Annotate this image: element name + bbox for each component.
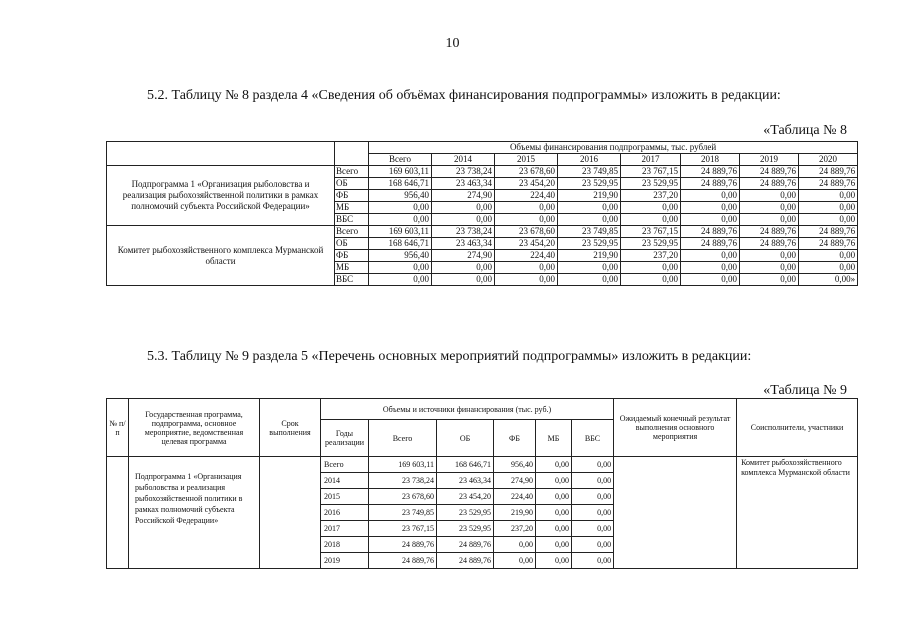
table-8-cell: 24 889,76 bbox=[740, 178, 799, 190]
table-9-cell-mb: 0,00 bbox=[536, 537, 572, 553]
table-9-header-row-1 bbox=[107, 399, 858, 420]
section-5-2-heading: 5.2. Таблицу № 8 раздела 4 «Сведения об объёмах финансирования подпрограммы» изложить в редакции: bbox=[147, 88, 781, 103]
table-9-cell-total: 24 889,76 bbox=[369, 553, 437, 569]
table-9-cell-total: 169 603,11 bbox=[369, 457, 437, 473]
table-8-source-type: Всего bbox=[335, 226, 369, 238]
table-8-cell: 23 463,34 bbox=[432, 238, 495, 250]
page-number: 10 bbox=[445, 36, 460, 51]
table-8-cell: 24 889,76 bbox=[681, 166, 740, 178]
table-8-cell: 274,90 bbox=[432, 250, 495, 262]
table-9-cell-vbs: 0,00 bbox=[572, 473, 614, 489]
table-8-cell: 169 603,11 bbox=[369, 166, 432, 178]
table-9-cell-fb: 219,90 bbox=[494, 505, 536, 521]
table-8-cell: 0,00 bbox=[799, 202, 858, 214]
table-9-cell-ob: 24 889,76 bbox=[437, 537, 494, 553]
table-8-cell: 23 529,95 bbox=[558, 238, 621, 250]
table-8-cell: 0,00» bbox=[799, 274, 858, 286]
table-8-cell: 274,90 bbox=[432, 190, 495, 202]
table-8-cell: 23 678,60 bbox=[495, 226, 558, 238]
table-8-cell: 0,00 bbox=[681, 274, 740, 286]
table-9-cell-mb: 0,00 bbox=[536, 521, 572, 537]
table-8-cell: 24 889,76 bbox=[799, 178, 858, 190]
table-row bbox=[107, 166, 858, 178]
table-9-cell-mb: 0,00 bbox=[536, 553, 572, 569]
table-9-year: 2015 bbox=[321, 489, 369, 505]
col-header-mb: МБ bbox=[536, 420, 572, 457]
table-8-caption: «Таблица № 8 bbox=[763, 123, 847, 138]
table-8-source-type: ФБ bbox=[335, 190, 369, 202]
table-8-cell: 0,00 bbox=[369, 202, 432, 214]
table-8-cell: 0,00 bbox=[621, 262, 681, 274]
table-8-cell: 24 889,76 bbox=[799, 226, 858, 238]
table-8-financing bbox=[106, 141, 858, 286]
table-9-cell-vbs: 0,00 bbox=[572, 457, 614, 473]
table-9-cell-total: 23 749,85 bbox=[369, 505, 437, 521]
col-header-vbs: ВБС bbox=[572, 420, 614, 457]
table-9-cell-vbs: 0,00 bbox=[572, 537, 614, 553]
table-8-source-type: МБ bbox=[335, 262, 369, 274]
table-8-cell: 0,00 bbox=[799, 214, 858, 226]
col-header-num: № п/п bbox=[107, 399, 129, 457]
table-8-cell: 0,00 bbox=[495, 214, 558, 226]
table-8-source-type: ОБ bbox=[335, 238, 369, 250]
table-8-cell: 168 646,71 bbox=[369, 178, 432, 190]
table-row bbox=[107, 457, 858, 473]
table-8-blank-header bbox=[107, 142, 335, 166]
table-8-cell: 0,00 bbox=[681, 250, 740, 262]
table-8-cell: 237,20 bbox=[621, 250, 681, 262]
table-8-cell: 23 454,20 bbox=[495, 238, 558, 250]
table-9-num-cell bbox=[107, 457, 129, 569]
table-8-cell: 0,00 bbox=[621, 274, 681, 286]
table-8-cell: 24 889,76 bbox=[740, 226, 799, 238]
table-9-cell-fb: 0,00 bbox=[494, 553, 536, 569]
table-8-col-header: 2020 bbox=[799, 154, 858, 166]
table-8-cell: 219,90 bbox=[558, 190, 621, 202]
table-8-cell: 24 889,76 bbox=[740, 166, 799, 178]
table-9-cell-ob: 24 889,76 bbox=[437, 553, 494, 569]
table-8-cell: 0,00 bbox=[432, 262, 495, 274]
table-8-cell: 0,00 bbox=[799, 190, 858, 202]
table-8-cell: 0,00 bbox=[740, 190, 799, 202]
table-8-cell: 956,40 bbox=[369, 250, 432, 262]
table-8-cell: 0,00 bbox=[369, 274, 432, 286]
table-8-col-header: Всего bbox=[369, 154, 432, 166]
table-8-cell: 219,90 bbox=[558, 250, 621, 262]
table-8-source-type: ОБ bbox=[335, 178, 369, 190]
table-8-cell: 0,00 bbox=[740, 202, 799, 214]
table-8-cell: 224,40 bbox=[495, 250, 558, 262]
table-9-activities bbox=[106, 398, 858, 569]
table-8-cell: 23 738,24 bbox=[432, 226, 495, 238]
col-header-program: Государственная программа, подпрограмма, основное мероприятие, ведомственная целевая программа bbox=[129, 399, 260, 457]
table-8-blank-header bbox=[335, 142, 369, 166]
table-9-cell-vbs: 0,00 bbox=[572, 553, 614, 569]
table-8-cell: 0,00 bbox=[495, 202, 558, 214]
table-9-cell-fb: 0,00 bbox=[494, 537, 536, 553]
table-9-cell-mb: 0,00 bbox=[536, 457, 572, 473]
table-8-cell: 0,00 bbox=[369, 262, 432, 274]
table-8-cell: 0,00 bbox=[681, 262, 740, 274]
table-9-cell-total: 24 889,76 bbox=[369, 537, 437, 553]
table-8-col-header: 2018 bbox=[681, 154, 740, 166]
table-8-cell: 0,00 bbox=[558, 202, 621, 214]
table-8-block-name: Комитет рыбохозяйственного комплекса Мурманской области bbox=[107, 226, 335, 286]
table-9-cell-fb: 274,90 bbox=[494, 473, 536, 489]
table-8-cell: 0,00 bbox=[740, 274, 799, 286]
table-8-col-header: 2017 bbox=[621, 154, 681, 166]
table-8-col-header: 2019 bbox=[740, 154, 799, 166]
table-8-cell: 23 749,85 bbox=[558, 226, 621, 238]
table-8-cell: 168 646,71 bbox=[369, 238, 432, 250]
table-9-year: 2019 bbox=[321, 553, 369, 569]
table-8-cell: 24 889,76 bbox=[681, 238, 740, 250]
table-8-cell: 0,00 bbox=[369, 214, 432, 226]
col-header-result: Ожидаемый конечный результат выполнения основного мероприятия bbox=[614, 399, 737, 457]
table-8-cell: 224,40 bbox=[495, 190, 558, 202]
table-8-cell: 0,00 bbox=[432, 202, 495, 214]
table-9-cell-ob: 23 529,95 bbox=[437, 521, 494, 537]
table-9-year: 2014 bbox=[321, 473, 369, 489]
table-9-cell-mb: 0,00 bbox=[536, 473, 572, 489]
table-9-cell-vbs: 0,00 bbox=[572, 489, 614, 505]
table-8-cell: 23 529,95 bbox=[621, 238, 681, 250]
table-8-cell: 24 889,76 bbox=[681, 178, 740, 190]
table-8-cell: 23 767,15 bbox=[621, 166, 681, 178]
table-8-cell: 0,00 bbox=[495, 262, 558, 274]
table-8-cell: 24 889,76 bbox=[740, 238, 799, 250]
table-8-cell: 0,00 bbox=[432, 274, 495, 286]
table-8-source-type: Всего bbox=[335, 166, 369, 178]
table-9-year: 2018 bbox=[321, 537, 369, 553]
table-8-cell: 956,40 bbox=[369, 190, 432, 202]
table-9-cell-ob: 23 454,20 bbox=[437, 489, 494, 505]
table-8-cell: 23 738,24 bbox=[432, 166, 495, 178]
table-9-term-cell bbox=[260, 457, 321, 569]
table-9-year: 2016 bbox=[321, 505, 369, 521]
table-9-cell-fb: 224,40 bbox=[494, 489, 536, 505]
table-8-cell: 23 463,34 bbox=[432, 178, 495, 190]
table-8-header-row-1 bbox=[107, 142, 858, 154]
col-header-funding-group: Объемы и источники финансирования (тыс. руб.) bbox=[321, 399, 614, 420]
table-8-cell: 0,00 bbox=[558, 274, 621, 286]
table-8-cell: 0,00 bbox=[621, 214, 681, 226]
table-8-source-type: ВБС bbox=[335, 214, 369, 226]
col-header-executors: Соисполнители, участники bbox=[737, 399, 858, 457]
table-row bbox=[107, 226, 858, 238]
table-8-group-header: Объемы финансирования подпрограммы, тыс. рублей bbox=[369, 142, 858, 154]
table-9-result-cell bbox=[614, 457, 737, 569]
table-8-cell: 23 529,95 bbox=[558, 178, 621, 190]
table-8-cell: 23 767,15 bbox=[621, 226, 681, 238]
table-8-col-header: 2016 bbox=[558, 154, 621, 166]
table-9-cell-vbs: 0,00 bbox=[572, 521, 614, 537]
table-9-cell-mb: 0,00 bbox=[536, 505, 572, 521]
table-8-col-header: 2015 bbox=[495, 154, 558, 166]
table-8-block-name: Подпрограмма 1 «Организация рыболовства и реализация рыбохозяйственной политики в рамках полномочий субъекта Российской Федерации» bbox=[107, 166, 335, 226]
table-8-cell: 0,00 bbox=[740, 214, 799, 226]
table-8-cell: 24 889,76 bbox=[799, 166, 858, 178]
table-8-cell: 23 454,20 bbox=[495, 178, 558, 190]
table-8-cell: 0,00 bbox=[740, 262, 799, 274]
table-8-col-header: 2014 bbox=[432, 154, 495, 166]
table-8-cell: 0,00 bbox=[799, 250, 858, 262]
table-9-program-name: Подпрограмма 1 «Организация рыболовства и реализация рыбохозяйственной политики в рамках полномочий субъекта Российской Федерации» bbox=[129, 457, 260, 569]
table-8-cell: 0,00 bbox=[621, 202, 681, 214]
table-9-cell-fb: 237,20 bbox=[494, 521, 536, 537]
table-9-cell-fb: 956,40 bbox=[494, 457, 536, 473]
col-header-fb: ФБ bbox=[494, 420, 536, 457]
table-8-cell: 23 529,95 bbox=[621, 178, 681, 190]
table-9-cell-ob: 23 529,95 bbox=[437, 505, 494, 521]
table-9-cell-total: 23 738,24 bbox=[369, 473, 437, 489]
table-8-cell: 0,00 bbox=[681, 214, 740, 226]
table-8-cell: 0,00 bbox=[681, 202, 740, 214]
table-8-cell: 24 889,76 bbox=[681, 226, 740, 238]
table-8-cell: 0,00 bbox=[740, 250, 799, 262]
table-8-source-type: МБ bbox=[335, 202, 369, 214]
col-header-years: Годы реализации bbox=[321, 420, 369, 457]
table-8-source-type: ФБ bbox=[335, 250, 369, 262]
table-9-caption: «Таблица № 9 bbox=[763, 383, 847, 398]
table-9-cell-total: 23 767,15 bbox=[369, 521, 437, 537]
table-8-cell: 23 678,60 bbox=[495, 166, 558, 178]
table-8-cell: 0,00 bbox=[432, 214, 495, 226]
table-9-cell-ob: 168 646,71 bbox=[437, 457, 494, 473]
table-8-cell: 0,00 bbox=[558, 214, 621, 226]
table-8-source-type: ВБС bbox=[335, 274, 369, 286]
table-8-cell: 0,00 bbox=[495, 274, 558, 286]
table-8-cell: 0,00 bbox=[558, 262, 621, 274]
table-8-cell: 169 603,11 bbox=[369, 226, 432, 238]
table-8-cell: 237,20 bbox=[621, 190, 681, 202]
col-header-term: Срок выполнения bbox=[260, 399, 321, 457]
table-9-executor: Комитет рыбохозяйственного комплекса Мурманской области bbox=[737, 457, 858, 569]
col-header-total: Всего bbox=[369, 420, 437, 457]
table-9-year: 2017 bbox=[321, 521, 369, 537]
table-8-cell: 0,00 bbox=[681, 190, 740, 202]
col-header-ob: ОБ bbox=[437, 420, 494, 457]
table-8-cell: 0,00 bbox=[799, 262, 858, 274]
table-9-cell-ob: 23 463,34 bbox=[437, 473, 494, 489]
table-9-year: Всего bbox=[321, 457, 369, 473]
table-8-cell: 23 749,85 bbox=[558, 166, 621, 178]
table-9-cell-mb: 0,00 bbox=[536, 489, 572, 505]
table-8-cell: 24 889,76 bbox=[799, 238, 858, 250]
section-5-3-heading: 5.3. Таблицу № 9 раздела 5 «Перечень основных мероприятий подпрограммы» изложить в редакции: bbox=[147, 349, 752, 364]
table-9-cell-total: 23 678,60 bbox=[369, 489, 437, 505]
table-9-cell-vbs: 0,00 bbox=[572, 505, 614, 521]
